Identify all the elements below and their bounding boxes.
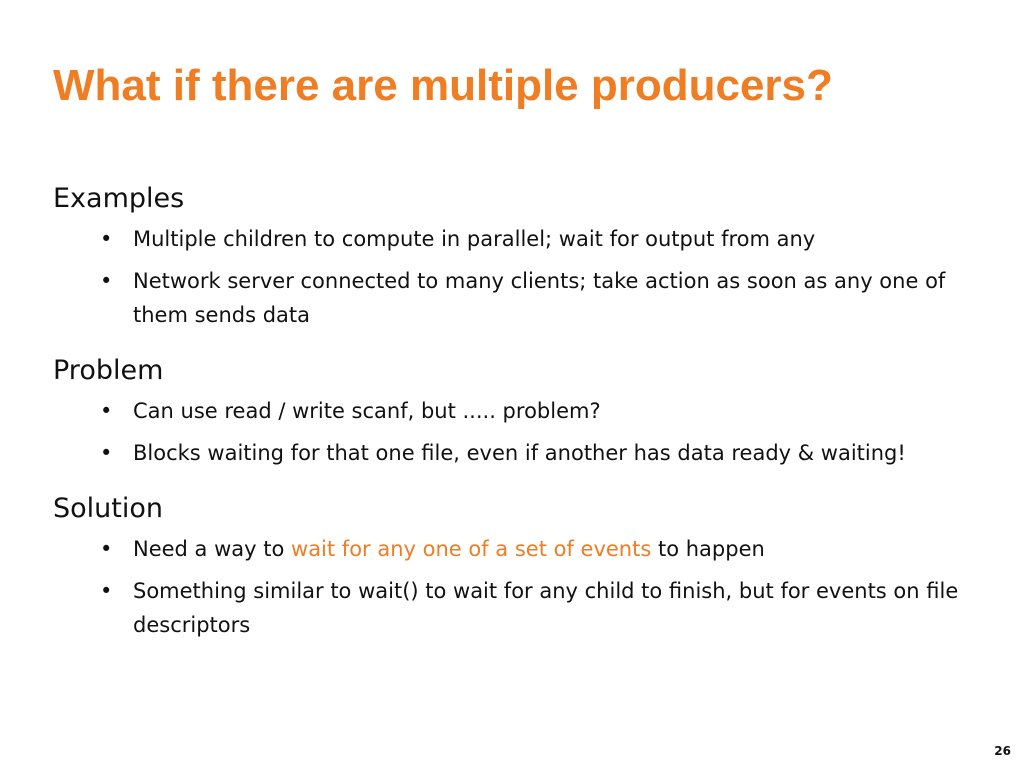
bullet-text [133, 537, 765, 561]
bullet-icon: • [100, 227, 113, 251]
bullet-icon: • [100, 269, 113, 293]
bullet-text: Something similar to wait() to wait for any child to finish, but for events on file descriptors [133, 579, 959, 637]
section-heading: Examples [53, 183, 185, 214]
bullet-text-suffix: to happen [651, 537, 765, 561]
slide-content [53, 178, 993, 660]
bullet-list [53, 222, 993, 332]
bullet-item [53, 222, 993, 256]
bullet-item [53, 264, 993, 332]
bullet-icon: • [100, 579, 113, 603]
bullet-icon: • [100, 441, 113, 465]
bullet-list [53, 532, 993, 642]
section-problem [53, 350, 993, 470]
highlighted-text: wait for any one of a set of events [291, 537, 652, 561]
bullet-text: Multiple children to compute in parallel; wait for output from any [133, 227, 816, 251]
bullet-icon: • [100, 537, 113, 561]
section-examples [53, 178, 993, 332]
bullet-text: Can use read / write scanf, but ..... problem? [133, 399, 601, 423]
bullet-item [53, 532, 993, 566]
bullet-icon: • [100, 399, 113, 423]
bullet-text-prefix: Need a way to [133, 537, 292, 561]
page-number: 26 [994, 744, 1011, 758]
section-solution [53, 488, 993, 642]
bullet-item [53, 574, 993, 642]
section-heading: Problem [53, 355, 164, 386]
bullet-item [53, 436, 993, 470]
bullet-item [53, 394, 993, 428]
bullet-list [53, 394, 993, 470]
section-heading: Solution [53, 493, 163, 524]
slide-title: What if there are multiple producers? [53, 61, 833, 110]
bullet-text: Network server connected to many clients; take action as soon as any one of them sends data [133, 269, 946, 327]
bullet-text: Blocks waiting for that one file, even if another has data ready & waiting! [133, 441, 906, 465]
